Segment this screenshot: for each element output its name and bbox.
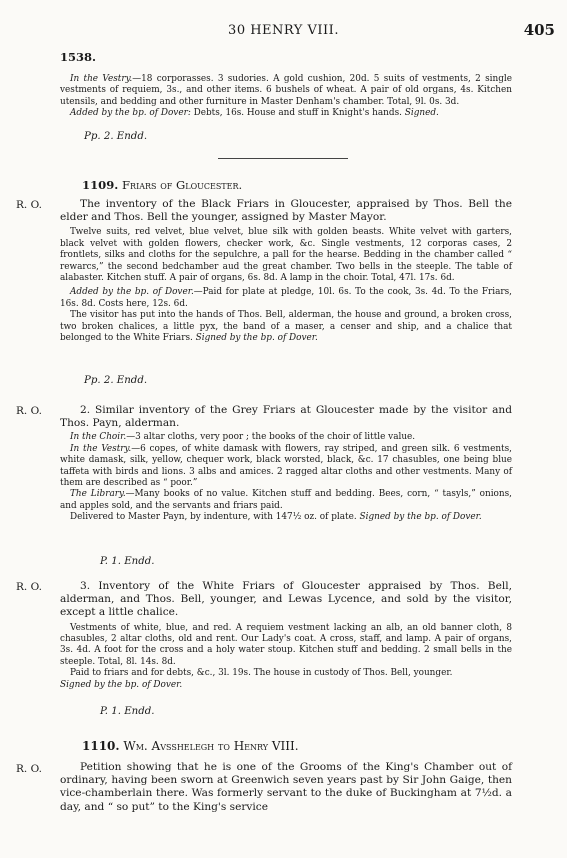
library-label: The Library. xyxy=(70,489,126,500)
entry-3-body xyxy=(60,580,512,691)
vestry-label: In the Vestry. xyxy=(70,443,132,454)
petition-paragraph: Petition showing that he is one of the Grooms of the King's Chamber out of ordinary, having been sworn at Greenwich seven years past by Sir John Gaige, then vice-chamberlain there. Was formerly servant to the duke of Buckingham at 7½d. a day, and “ so put” to the King's service xyxy=(60,761,512,813)
record-office-marker: R. O. xyxy=(16,199,42,211)
pages-endorsed-note: P. 1. Endd. xyxy=(100,706,155,717)
record-office-marker: R. O. xyxy=(16,581,42,593)
choir-paragraph xyxy=(60,432,512,443)
entry-intro: 3. Inventory of the White Friars of Gloucester appraised by Thos. Bell, alderman, and Thos. Bell, younger, and Lewas Lycence, and sold by the visitor, except a little chalice. xyxy=(60,580,512,619)
inventory-paragraph: Twelve suits, red velvet, blue velvet, blue silk with golden beasts. White velvet with garters, black velvet with golden flowers, checker work, &c. Single vestments, 12 corporas cases, 2 frontlets, silks and cloths for the sepulchre, a pall for the hearse. Bedding in the chamber called “ rewarcs,” the second bedchamber aud the great chamber. Two bells in the steeple. The table of alabaster. Kitchen stuff. A pair of organs, 6s. 8d. A lamp in the choir. Total, 47l. 17s. 6d. xyxy=(60,227,512,284)
added-text: Debts, 16s. House and stuff in Knight's hands. xyxy=(190,108,402,119)
entry-intro: 2. Similar inventory of the Grey Friars at Gloucester made by the visitor and Thos. Payn, alderman. xyxy=(60,404,512,430)
entry-2-body xyxy=(60,404,512,524)
pages-endorsed-note: Pp. 2. Endd. xyxy=(84,375,148,386)
added-label: Added by the bp. of Dover: xyxy=(70,108,191,119)
year-marker: 1538. xyxy=(60,50,97,64)
signed-note: Signed by the bp. of Dover. xyxy=(60,679,183,690)
inventory-paragraph: Vestments of white, blue, and red. A requiem vestment lacking an alb, an old banner cloth, 8 chasubles, 2 altar cloths, old and rent. Our Lady's coat. A cross, staff, and lamp. A pair of organs, 3s. 4d. A foot for the cross and a holy water stoup. Kitchen stuff and bedding. 2 small bells in the steeple. Total, 8l. 14s. 8d. xyxy=(60,622,512,667)
entry-number: 1109. xyxy=(82,178,119,192)
library-text: —Many books of no value. Kitchen stuff and bedding. Bees, corn, “ tasyls,” onions, and apples sold, and the servants and friars paid. xyxy=(60,489,512,511)
vestry-paragraph xyxy=(60,74,512,108)
entry-1109-body xyxy=(60,198,512,344)
page-number: 405 xyxy=(523,21,555,39)
entry-intro: The inventory of the Black Friars in Gloucester, appraised by Thos. Bell the elder and Thos. Bell the younger, assigned by Master Mayor. xyxy=(60,198,512,224)
entry-1110-body xyxy=(60,761,512,814)
library-paragraph xyxy=(60,489,512,512)
vestry-text: —6 copes, of white damask with flowers, ray striped, and green silk. 6 vestments, white damask, silk, yellow, chequer work, black worsted, black, &c. 17 chasubles, one being blue taffeta with birds and lions. 3 albs and amices. 2 ragged altar cloths and other vestments. Many of them are described as “ poor.” xyxy=(60,443,512,489)
paid-paragraph: Paid to friars and for debts, &c., 3l. 19s. The house in custody of Thos. Bell, younger. xyxy=(70,668,453,679)
visitor-paragraph xyxy=(60,310,512,344)
vestry-continuation xyxy=(60,74,512,120)
entry-1110-heading xyxy=(82,739,299,753)
pages-endorsed-note: Pp. 2. Endd. xyxy=(84,131,148,142)
delivered-paragraph xyxy=(60,512,512,523)
dover-addition xyxy=(60,287,512,310)
delivered-signed: Signed by the bp. of Dover. xyxy=(356,512,482,523)
choir-text: —3 altar cloths, very poor ; the books of the choir of little value. xyxy=(126,432,416,443)
record-office-marker: R. O. xyxy=(16,763,42,775)
record-office-marker: R. O. xyxy=(16,405,42,417)
visitor-signed: Signed by the bp. of Dover. xyxy=(192,333,318,344)
entry-title: Friars of Gloucester. xyxy=(122,178,243,192)
entry-title-sender: Wm. Avsshelegh xyxy=(123,739,215,753)
vestry-text: —18 corporasses. 3 sudories. A gold cushion, 20d. 5 suits of vestments, 2 single vestments of requiem, 3s., and other items. 6 bushels of wheat. A pair of old organs, 4s. Kitchen utensils, and bedding and other furniture in Master Denham's chamber. Total, 9l. 0s. 3d. xyxy=(60,74,513,107)
added-label: Added by the bp. of Dover. xyxy=(70,287,194,298)
entry-1109-heading xyxy=(82,178,242,192)
choir-label: In the Choir. xyxy=(70,432,127,443)
running-title: 30 HENRY VIII. xyxy=(228,23,339,38)
visitor-text: The visitor has put into the hands of Thos. Bell, alderman, the house and ground, a broken cross, two broken chalices, a little pyx, the band of a maser, a censer and ship, and a chalice that belonged to the White Friars. xyxy=(60,310,512,344)
signed-note: Signed. xyxy=(401,108,439,119)
added-text: —Paid for plate at pledge, 10l. 6s. To the cook, 3s. 4d. To the Friars, 16s. 8d. Costs here, 12s. 6d. xyxy=(60,287,512,309)
section-divider xyxy=(218,158,348,159)
entry-title-recipient: to Henry VIII. xyxy=(214,739,299,753)
delivered-text: Delivered to Master Payn, by indenture, with 147½ oz. of plate. xyxy=(70,512,357,523)
vestry-label: In the Vestry. xyxy=(70,74,133,84)
vestry-paragraph xyxy=(60,444,512,490)
entry-number: 1110. xyxy=(82,739,120,753)
dover-addition xyxy=(60,108,512,119)
pages-endorsed-note: P. 1. Endd. xyxy=(100,556,155,567)
